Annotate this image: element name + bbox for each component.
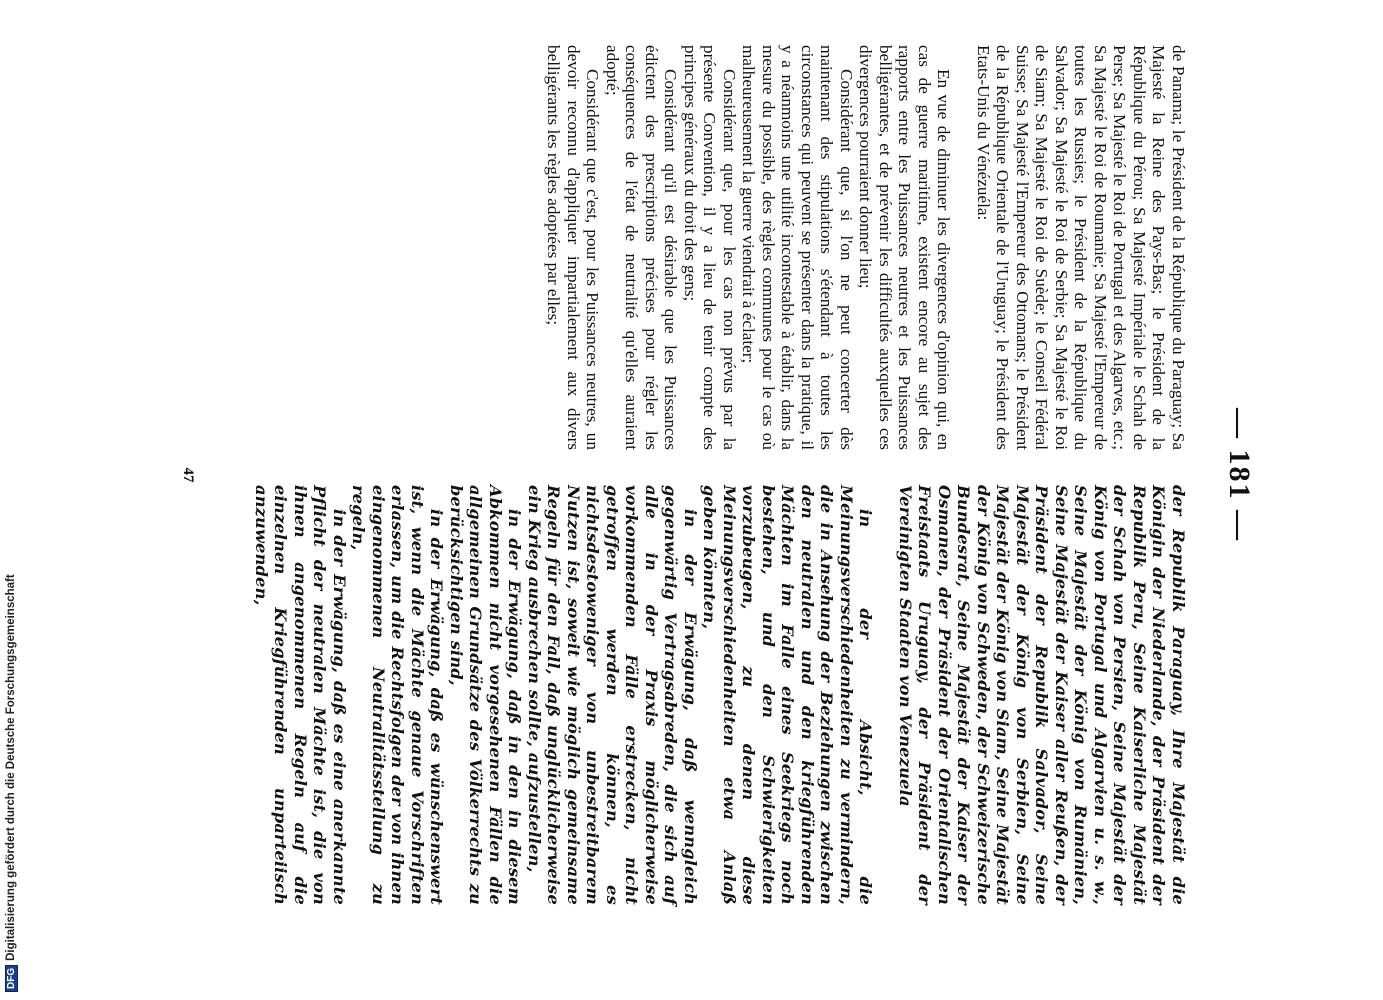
french-paragraph-1: En vue de diminuer les divergences d'opinion qui, en cas de guerre maritime, existent encore au sujet des rapports entre les Puissances neutres et les Puissances belligérantes, et de prévenir les difficultés auxquelles ces divergences pourraient donner lieu; (856, 45, 954, 450)
french-paragraph-parties: de Panama; le Président de la République du Paraguay; Sa Majesté la Reine des Pays-Bas; le Président de la République du Pérou; Sa Majesté Impériale le Schah de Perse; Sa Majesté le Roi de Portugal et des Algarves, etc.; Sa Majesté le Roi de Roumanie; Sa Majesté l'Empereur de toutes les Russies; le Président de la République du Salvador; Sa Majesté le Roi de Serbie; Sa Majesté le Roi de Siam; Sa Majesté le Roi de Suède; le Conseil Fédéral Suisse; Sa Majesté l'Empereur des Ottomans; le Président de la République Orientale de l'Uruguay; le Président des Etats-Unis du Vénézuéla: (974, 45, 1188, 450)
german-paragraph-5: in der Erwägung, daß es eine anerkannte Pflicht der neutralen Mächte ist, die von ihnen angenommenen Regeln auf die einzelnen Kriegführenden unparteiisch anzuwenden, (252, 485, 349, 905)
french-paragraph-2: Considérant que, si l'on ne peut concerter dès maintenant des stipulations s'étendant à toutes les circonstances qui peuvent se présenter dans la pratique, il y a néanmoins une utilité incontestable à établir, dans la mesure du possible, des règles communes pour le cas où malheureusement la guerre viendrait à éclater; (739, 45, 856, 450)
german-paragraph-parties: der Republik Paraguay, Ihre Majestät die Königin der Niederlande, der Präsident der Republik Peru, Seine Kaiserliche Majestät der Schah von Persien, Seine Majestät der König von Portugal und Algarvien u. s. w., Seine Majestät der König von Rumänien, Seine Majestät der Kaiser aller Reußen, der Präsident der Republik Salvador, Seine Majestät der König von Serbien, Seine Majestät der König von Siam, Seine Majestät der König von Schweden, der Schweizerische Bundesrat, Seine Majestät der Kaiser der Osmanen, der Präsident der Orientalischen Freistaats Uruguay, der Präsident der Vereinigten Staaten von Venezuela (896, 485, 1188, 905)
german-paragraph-4: in der Erwägung, daß es wünschenswert ist, wenn die Mächte genaue Vorschriften erlassen, um die Rechtsfolgen der von ihnen eingenommenen Neutralitätsstellung zu regeln, (349, 485, 447, 905)
french-paragraph-5: Considérant que c'est, pour les Puissances neutres, un devoir reconnu d'appliquer impartialement aux divers belligérants les règles adoptées par elles; (544, 45, 603, 450)
dfg-logo: DFG (5, 965, 18, 992)
french-paragraph-3: Considérant que, pour les cas non prévus par la présente Convention, il y a lieu de tenir compte des principes généraux du droit des gens; (681, 45, 739, 450)
german-paragraph-3: in der Erwägung, daß in den in diesem Abkommen nicht vorgesehenen Fällen die allgemeinen Grundsätze des Völkerrechts zu berücksichtigen sind, (447, 485, 525, 905)
french-column (544, 45, 1188, 450)
german-paragraph-2: in der Erwägung, daß wenngleich gegenwärtig Vertragsabreden, die sich auf alle in der Praxis möglicherweise vorkommenden Fälle erstrecken, nicht getroffen werden können, es nichtsdestoweniger von unbestreitbarem Nutzen ist, soweit wie möglich gemeinsame Regeln für den Fall, daß unglücklicherweise ein Krieg ausbrechen sollte, aufzustellen, (525, 485, 700, 905)
digitization-credit (6, 2, 20, 992)
credit-text: Digitalisierung gefördert durch die Deutsche Forschungsgemeinschaft (5, 574, 17, 961)
page-footer-number: 47 (180, 467, 196, 483)
german-column (252, 485, 1189, 905)
french-paragraph-4: Considérant qu'il est désirable que les Puissances édictent des prescriptions précises pour régler les conséquences de l'état de neutralité qu'elles auraient adopté; (603, 45, 681, 450)
rotated-page (146, 45, 1256, 905)
page-header: — 181 — (1223, 408, 1256, 542)
german-paragraph-1: in der Absicht, die Meinungsverschiedenheiten zu vermindern, die in Ansehung der Beziehungen zwischen den neutralen und den kriegführenden Mächten im Falle eines Seekriegs noch bestehen, und den Schwierigkeiten vorzubeugen, zu denen diese Meinungsverschiedenheiten etwa Anlaß geben könnten, (700, 485, 876, 905)
